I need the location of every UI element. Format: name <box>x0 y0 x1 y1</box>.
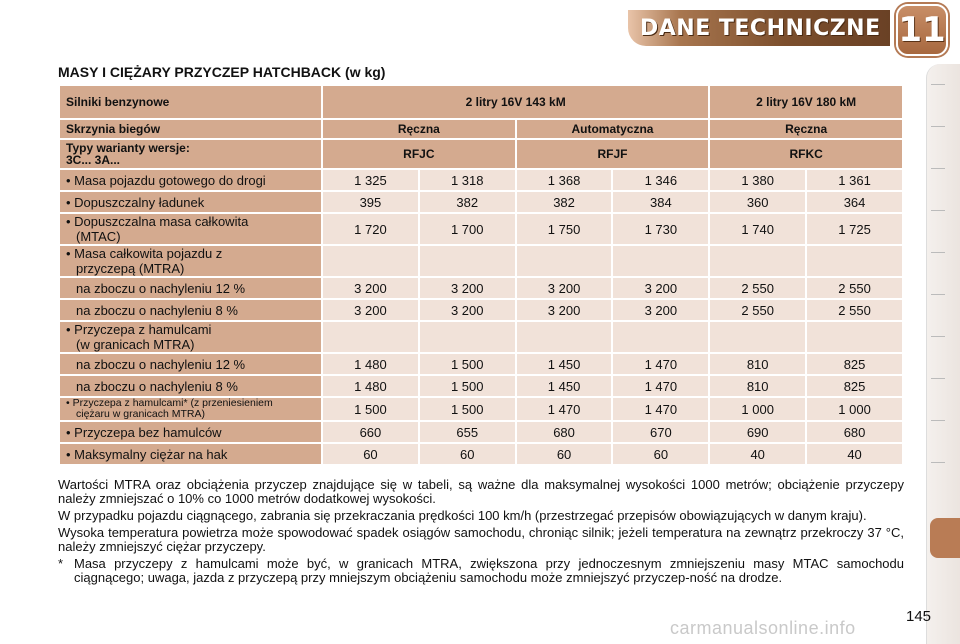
row-value: 1 725 <box>807 214 902 244</box>
row-value: 364 <box>807 192 902 212</box>
table-row <box>60 354 902 374</box>
row-value: 1 000 <box>807 398 902 420</box>
row-value: 40 <box>710 444 805 464</box>
table-row <box>60 170 902 190</box>
engine-a: 2 litry 16V 143 kM <box>323 86 708 118</box>
row-value: 1 500 <box>420 376 515 396</box>
types-label-line1: Typy warianty wersje: <box>66 141 190 155</box>
row-label <box>60 398 321 420</box>
table-row <box>60 278 902 298</box>
table-row <box>60 398 902 420</box>
row-value: 1 450 <box>517 354 612 374</box>
note-footnote <box>58 557 904 585</box>
row-value: 1 318 <box>420 170 515 190</box>
row-value <box>613 246 708 276</box>
row-label <box>60 300 321 320</box>
row-value <box>420 246 515 276</box>
row-value: 670 <box>613 422 708 442</box>
row-value: 60 <box>517 444 612 464</box>
row-label <box>60 214 321 244</box>
row-value: 382 <box>517 192 612 212</box>
row-label <box>60 246 321 276</box>
row-label-text: • Masa pojazdu gotowego do drogi <box>66 172 266 188</box>
row-value: 1 346 <box>613 170 708 190</box>
row-label-text: • Przyczepa bez hamulców <box>66 424 222 440</box>
row-label-continuation: ciężaru w granicach MTRA) <box>76 408 205 420</box>
table-row <box>60 300 902 320</box>
row-label-text: • Maksymalny ciężar na hak <box>66 446 228 462</box>
masses-table <box>58 84 904 466</box>
chapter-number-badge <box>896 4 948 56</box>
edge-tick <box>931 336 945 337</box>
row-value: 1 000 <box>710 398 805 420</box>
row-label-text: na zboczu o nachyleniu 8 % <box>76 302 238 318</box>
row-value: 60 <box>323 444 418 464</box>
row-value: 384 <box>613 192 708 212</box>
chapter-side-tab[interactable] <box>930 518 960 558</box>
row-value: 60 <box>420 444 515 464</box>
table-row <box>60 246 902 276</box>
row-value: 690 <box>710 422 805 442</box>
row-value: 3 200 <box>420 278 515 298</box>
edge-tick <box>931 378 945 379</box>
note-temperature: Wysoka temperatura powietrza może spowodować spadek osiągów samochodu, chroniąc silnik; jeżeli temperatura na zewnątrz przekroczy 37 °C, należy zmniejszyć ciężar przyczepy. <box>58 525 904 554</box>
row-value <box>323 322 418 352</box>
row-label-text: na zboczu o nachyleniu 8 % <box>76 378 238 394</box>
row-value: 1 720 <box>323 214 418 244</box>
footnote-text: Masa przyczepy z hamulcami może być, w granicach MTRA, zwiększona przy jednoczesnym zmniejszeniu masy MTAC samochodu ciągnącego; uwaga, jazda z przyczepą przy mniejszym obciążeniu samochodu może zmniejszyć przyczep-ność na drodze. <box>74 556 904 585</box>
row-value <box>420 322 515 352</box>
table-row <box>60 422 902 442</box>
table-row <box>60 444 902 464</box>
row-value: 1 480 <box>323 376 418 396</box>
row-value: 2 550 <box>807 278 902 298</box>
row-value: 1 730 <box>613 214 708 244</box>
table-row <box>60 322 902 352</box>
page-number: 145 <box>906 608 932 625</box>
row-label-continuation: przyczepą (MTRA) <box>76 261 185 276</box>
row-value <box>517 246 612 276</box>
engine-row <box>60 86 902 118</box>
row-label-text: • Dopuszczalna masa całkowita <box>66 214 249 229</box>
row-value: 680 <box>807 422 902 442</box>
row-value: 1 380 <box>710 170 805 190</box>
row-label-text: na zboczu o nachyleniu 12 % <box>76 356 246 372</box>
edge-tick <box>931 126 945 127</box>
engine-label: Silniki benzynowe <box>60 86 321 118</box>
row-value: 1 470 <box>613 354 708 374</box>
row-value: 1 750 <box>517 214 612 244</box>
edge-tick <box>931 462 945 463</box>
row-value: 1 470 <box>613 398 708 420</box>
note-speed: W przypadku pojazdu ciągnącego, zabrania się przekraczania prędkości 100 km/h (przestrzegać przepisów obowiązujących w danym kraju). <box>58 508 867 523</box>
row-value: 1 470 <box>517 398 612 420</box>
row-label <box>60 444 321 464</box>
row-value: 660 <box>323 422 418 442</box>
row-value: 2 550 <box>710 300 805 320</box>
row-value: 2 550 <box>710 278 805 298</box>
edge-tick <box>931 420 945 421</box>
row-label <box>60 376 321 396</box>
table-row <box>60 214 902 244</box>
row-label-continuation: (MTAC) <box>76 229 121 244</box>
types-label <box>60 140 321 168</box>
row-value: 1 480 <box>323 354 418 374</box>
chapter-title: DANE TECHNICZNE <box>640 16 881 41</box>
row-value: 3 200 <box>323 278 418 298</box>
row-value <box>807 246 902 276</box>
row-value: 3 200 <box>420 300 515 320</box>
gearbox-manual-b: Ręczna <box>710 120 902 138</box>
chapter-number: 11 <box>898 10 946 50</box>
row-label-text: • Przyczepa z hamulcami <box>66 322 212 337</box>
row-value: 1 368 <box>517 170 612 190</box>
row-value: 2 550 <box>807 300 902 320</box>
row-value: 3 200 <box>517 300 612 320</box>
row-value: 1 500 <box>323 398 418 420</box>
gearbox-manual-a: Ręczna <box>323 120 515 138</box>
table-row <box>60 192 902 212</box>
edge-tick <box>931 252 945 253</box>
types-label-line2: 3C... 3A... <box>66 153 121 167</box>
type-rfjc: RFJC <box>323 140 515 168</box>
row-value: 1 361 <box>807 170 902 190</box>
type-rfjf: RFJF <box>517 140 709 168</box>
edge-tick <box>931 84 945 85</box>
row-value: 360 <box>710 192 805 212</box>
gearbox-automatic: Automatyczna <box>517 120 709 138</box>
row-value: 655 <box>420 422 515 442</box>
row-value: 1 325 <box>323 170 418 190</box>
section-title: MASY I CIĘŻARY PRZYCZEP HATCHBACK (w kg) <box>58 64 386 80</box>
row-value: 1 500 <box>420 354 515 374</box>
page-header <box>0 0 960 56</box>
row-label-text: • Masa całkowita pojazdu z <box>66 246 223 261</box>
gearbox-row <box>60 120 902 138</box>
row-value <box>613 322 708 352</box>
row-label <box>60 170 321 190</box>
row-value: 1 450 <box>517 376 612 396</box>
table-row <box>60 376 902 396</box>
notes <box>58 478 904 588</box>
table-body <box>60 170 902 464</box>
row-value: 60 <box>613 444 708 464</box>
row-label-text: • Przyczepa z hamulcami* (z przeniesieniem <box>66 397 273 409</box>
row-value <box>517 322 612 352</box>
watermark: carmanualsonline.info <box>670 618 856 638</box>
row-value: 3 200 <box>517 278 612 298</box>
row-value: 3 200 <box>613 278 708 298</box>
row-value: 395 <box>323 192 418 212</box>
row-value: 1 740 <box>710 214 805 244</box>
row-value: 40 <box>807 444 902 464</box>
edge-tick <box>931 210 945 211</box>
edge-tick <box>931 168 945 169</box>
row-label-continuation: (w granicach MTRA) <box>76 337 195 352</box>
row-value: 3 200 <box>613 300 708 320</box>
row-value <box>710 246 805 276</box>
row-value: 3 200 <box>323 300 418 320</box>
row-value: 1 500 <box>420 398 515 420</box>
footnote-star: * <box>58 556 64 571</box>
row-value: 825 <box>807 376 902 396</box>
note-altitude: Wartości MTRA oraz obciążenia przyczep znajdujące się w tabeli, są ważne dla maksymalnej wysokości 1000 metrów; obciążenie przyczepy należy zmniejszać o 10% co 1000 metrów dodatkowej wysokości. <box>58 477 904 506</box>
row-label-text: na zboczu o nachyleniu 12 % <box>76 280 246 296</box>
types-row <box>60 140 902 168</box>
row-value: 382 <box>420 192 515 212</box>
row-value: 825 <box>807 354 902 374</box>
engine-b: 2 litry 16V 180 kM <box>710 86 902 118</box>
row-value: 810 <box>710 376 805 396</box>
row-value: 1 700 <box>420 214 515 244</box>
gearbox-label: Skrzynia biegów <box>60 120 321 138</box>
row-label <box>60 354 321 374</box>
row-value <box>323 246 418 276</box>
row-label <box>60 192 321 212</box>
row-label-text: • Dopuszczalny ładunek <box>66 194 205 210</box>
row-value: 680 <box>517 422 612 442</box>
row-label <box>60 278 321 298</box>
edge-tick <box>931 294 945 295</box>
row-value <box>710 322 805 352</box>
row-value <box>807 322 902 352</box>
row-label <box>60 422 321 442</box>
row-label <box>60 322 321 352</box>
row-value: 810 <box>710 354 805 374</box>
row-value: 1 470 <box>613 376 708 396</box>
type-rfkc: RFKC <box>710 140 902 168</box>
